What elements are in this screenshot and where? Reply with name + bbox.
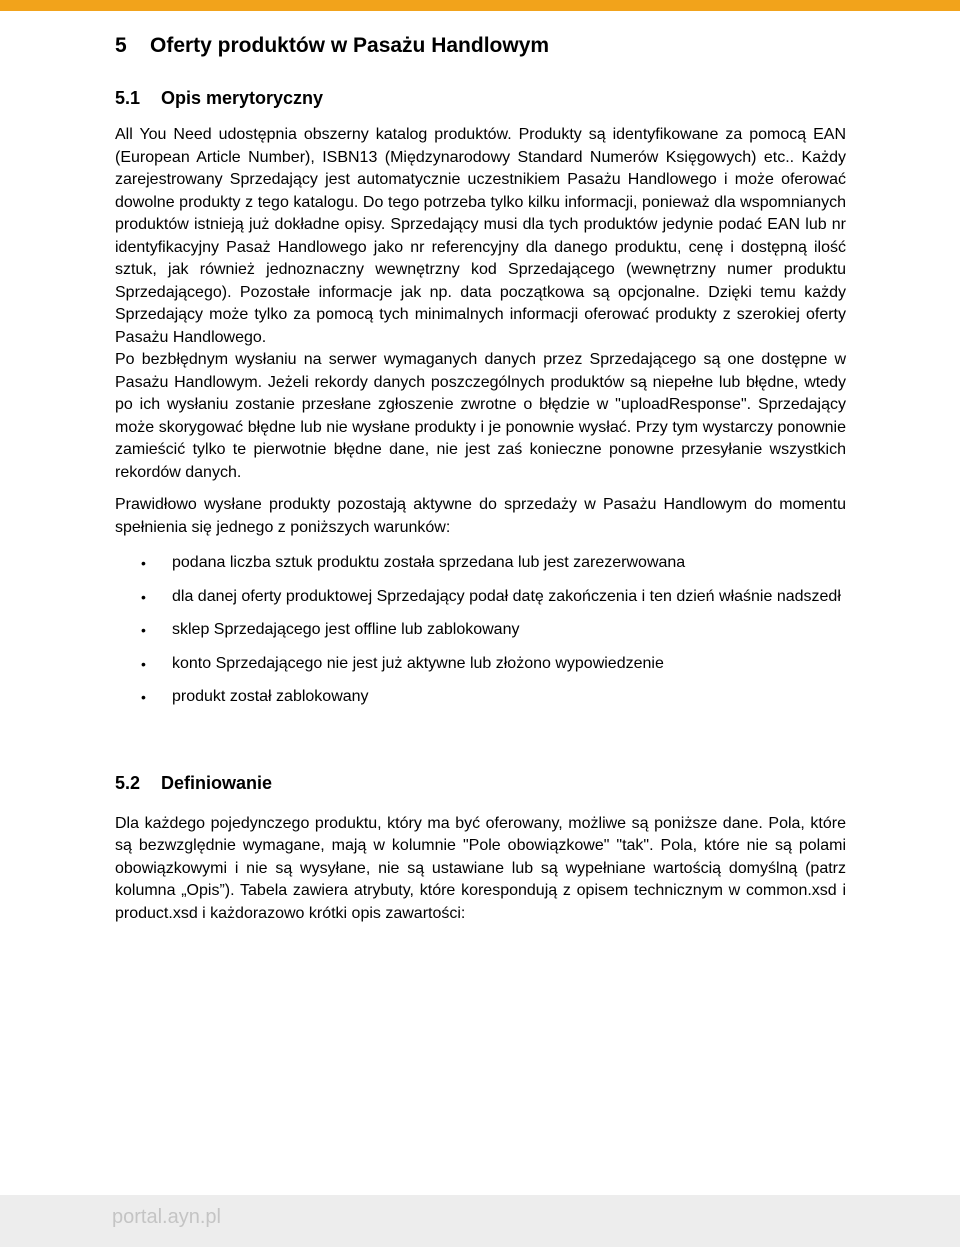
- section-number: 5.2: [115, 772, 141, 793]
- bullet-icon: •: [141, 655, 146, 672]
- chapter-number: 5: [115, 34, 127, 57]
- list-item-text: konto Sprzedającego nie jest już aktywne lub złożono wypowiedzenie: [172, 654, 664, 672]
- list-item: [115, 686, 846, 709]
- section-heading-5-2: [115, 769, 846, 797]
- paragraph-active-conditions: Prawidłowo wysłane produkty pozostają aktywne do sprzedaży w Pasażu Handlowym do momentu spełnienia się jednego z poniższych warunków:: [115, 496, 846, 536]
- conditions-list: [115, 552, 846, 709]
- chapter-title: Oferty produktów w Pasażu Handlowym: [150, 34, 550, 57]
- list-item: [115, 619, 846, 642]
- list-item-text: produkt został zablokowany: [172, 688, 369, 705]
- section-title: Definiowanie: [161, 772, 273, 793]
- header-accent-bar: [0, 0, 960, 11]
- paragraph-catalog-intro: All You Need udostępnia obszerny katalog produktów. Produkty są identyfikowane za pomocą EAN (European Article Number), ISBN13 (Międzynarodowy Standard Numerów Księgowych) etc.. Każdy zarejestrowany Sprzedający jest automatycznie uczestnikiem Pasażu Handlowego i może oferować dowolne produkty z tego katalogu. Do tego potrzeba tylko kilku informacji, ponieważ dla wspomnianych produktów istnieją już dokładne opisy. Sprzedający musi dla tych produktów jedynie podać EAN lub nr identyfikacyjny Pasaż Handlowego jako nr referencyjny dla danego produktu, cenę i dostępną ilość sztuk, jak również jednoznaczny wewnętrzny kod Sprzedającego (wewnętrzny numer produktu Sprzedającego). Pozostałe informacje jak np. data początkowa są opcjonalne. Dzięki temu każdy Sprzedający może tylko za pomocą tych minimalnych informacji oferować produkty z szerokiej oferty Pasażu Handlowego.: [115, 126, 846, 346]
- bullet-icon: •: [141, 555, 146, 571]
- section-heading-5-1: [115, 84, 846, 112]
- section-number: 5.1: [115, 88, 141, 108]
- bullet-icon: •: [141, 622, 146, 638]
- paragraph-definitions: Dla każdego pojedynczego produktu, który ma być oferowany, możliwe są poniższe dane. Pola, które są bezwzględnie wymagane, mają w kolumnie "Pole obowiązkowe" "tak". Pola, które nie są polami obowiązkowymi i nie są wysyłane, nie są ustawiane lub są wypełniane wartością domyślną (patrz kolumna „Opis”). Tabela zawiera atrybuty, które korespondują z opisem technicznym w common.xsd i product.xsd i każdorazowo krótki opis zawartości:: [115, 814, 846, 922]
- section-title: Opis merytoryczny: [161, 88, 324, 108]
- list-item: [115, 586, 846, 609]
- list-item-text: sklep Sprzedającego jest offline lub zablokowany: [172, 621, 520, 638]
- list-item: [115, 653, 846, 676]
- document-body: [115, 28, 846, 925]
- footer-portal-link[interactable]: portal.ayn.pl: [112, 1206, 221, 1228]
- list-item-text: podana liczba sztuk produktu została sprzedana lub jest zarezerwowana: [172, 554, 686, 571]
- bullet-icon: •: [141, 588, 146, 605]
- list-item-text: dla danej oferty produktowej Sprzedający podał datę zakończenia i ten dzień właśnie nadszedł: [172, 587, 841, 605]
- bullet-icon: •: [141, 689, 146, 705]
- paragraph-upload-info: Po bezbłędnym wysłaniu na serwer wymaganych danych przez Sprzedającego są one dostępne w Pasażu Handlowym. Jeżeli rekordy danych poszczególnych produktów są niepełne lub błędne, wtedy po ich wysłaniu zostanie przesłane zgłoszenie zwrotne o błędzie w "uploadResponse". Sprzedający może skorygować błędne lub nie wysłane produkty i je ponownie wysłać. Przy tym wystarczy ponownie zamieścić tylko te pierwotnie błędne dane, nie jest zaś konieczne ponowne przesyłanie wszystkich rekordów danych.: [115, 351, 846, 481]
- list-item: [115, 552, 846, 575]
- chapter-heading: [115, 28, 846, 64]
